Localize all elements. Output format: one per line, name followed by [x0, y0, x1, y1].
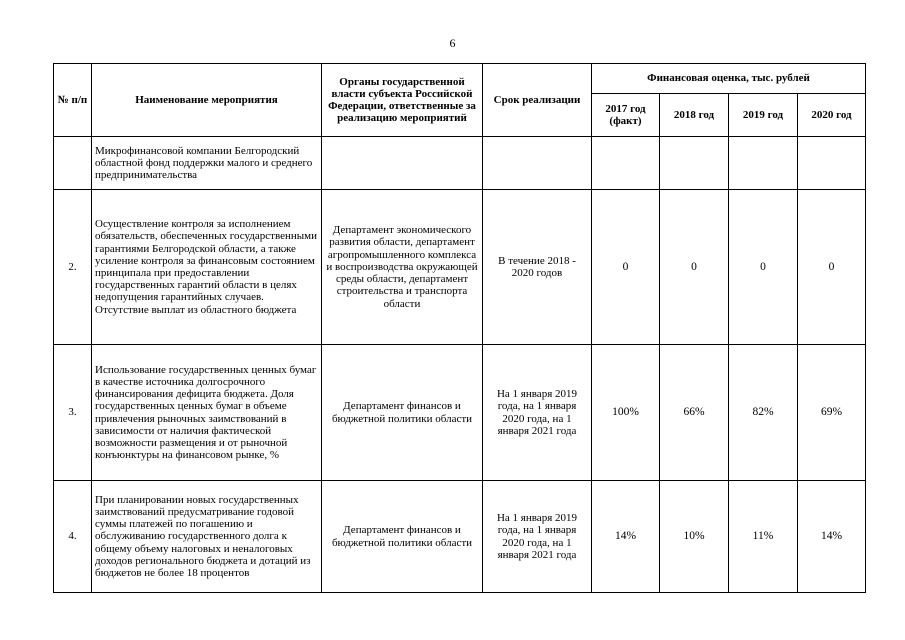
- row-value-2017: 14%: [592, 481, 660, 593]
- row-value-2017: [592, 137, 660, 190]
- row-num: [54, 137, 92, 190]
- header-year-2020: 2020 год: [798, 94, 866, 137]
- row-term: На 1 января 2019 года, на 1 января 2020 года, на 1 января 2021 года: [483, 345, 592, 481]
- header-term: Срок реализации: [483, 64, 592, 137]
- row-value-2017: 0: [592, 190, 660, 345]
- row-value-2018: 66%: [660, 345, 729, 481]
- header-year-2019: 2019 год: [729, 94, 798, 137]
- row-value-2018: 10%: [660, 481, 729, 593]
- row-org: [322, 137, 483, 190]
- row-org: Департамент финансов и бюджетной политики области: [322, 345, 483, 481]
- row-org: Департамент финансов и бюджетной политики области: [322, 481, 483, 593]
- header-year-2018: 2018 год: [660, 94, 729, 137]
- row-term: На 1 января 2019 года, на 1 января 2020 года, на 1 января 2021 года: [483, 481, 592, 593]
- row-value-2018: 0: [660, 190, 729, 345]
- table-row: [54, 137, 866, 190]
- header-finance: Финансовая оценка, тыс. рублей: [592, 64, 866, 94]
- header-org: Органы государственной власти субъекта Российской Федерации, ответственные за реализацию мероприятий: [322, 64, 483, 137]
- row-num: 3.: [54, 345, 92, 481]
- row-num: 4.: [54, 481, 92, 593]
- row-value-2018: [660, 137, 729, 190]
- row-name: Микрофинансовой компании Белгородский областной фонд поддержки малого и среднего предпринимательства: [92, 137, 322, 190]
- row-org: Департамент экономического развития области, департамент агропромышленного комплекса и воспроизводства окружающей среды области, департамент строительства и транспорта области: [322, 190, 483, 345]
- row-value-2019: 82%: [729, 345, 798, 481]
- row-value-2019: 0: [729, 190, 798, 345]
- row-name: При планировании новых государственных заимствований предусматривание годовой суммы платежей по погашению и обслуживанию государственного долга к общему объему налоговых и неналоговых доходов регионального бюджета и дотаций из бюджетов не более 18 процентов: [92, 481, 322, 593]
- row-value-2019: 11%: [729, 481, 798, 593]
- row-value-2020: 0: [798, 190, 866, 345]
- table-row: [54, 345, 866, 481]
- row-name: Осуществление контроля за исполнением обязательств, обеспеченных государственными гарантиями Белгородской области, а также усиление контроля за финансовым состоянием принципала при предоставлении государственных гарантий области в целях недопущения гарантийных случаев. Отсутствие выплат из областного бюджета: [92, 190, 322, 345]
- header-year-2017: 2017 год (факт): [592, 94, 660, 137]
- row-value-2017: 100%: [592, 345, 660, 481]
- row-value-2020: 14%: [798, 481, 866, 593]
- header-name: Наименование мероприятия: [92, 64, 322, 137]
- row-value-2019: [729, 137, 798, 190]
- row-term: [483, 137, 592, 190]
- header-num: № п/п: [54, 64, 92, 137]
- measures-table: [53, 63, 866, 593]
- row-value-2020: 69%: [798, 345, 866, 481]
- table-row: [54, 190, 866, 345]
- table-row: [54, 481, 866, 593]
- row-term: В течение 2018 - 2020 годов: [483, 190, 592, 345]
- page-number: 6: [449, 36, 456, 50]
- row-num: 2.: [54, 190, 92, 345]
- row-name: Использование государственных ценных бумаг в качестве источника долгосрочного финансирования дефицита бюджета. Доля государственных ценных бумаг в объеме привлечения рыночных заимствований в зависимости от наличия фактической возможности размещения и от рыночной конъюнктуры на финансовом рынке, %: [92, 345, 322, 481]
- row-value-2020: [798, 137, 866, 190]
